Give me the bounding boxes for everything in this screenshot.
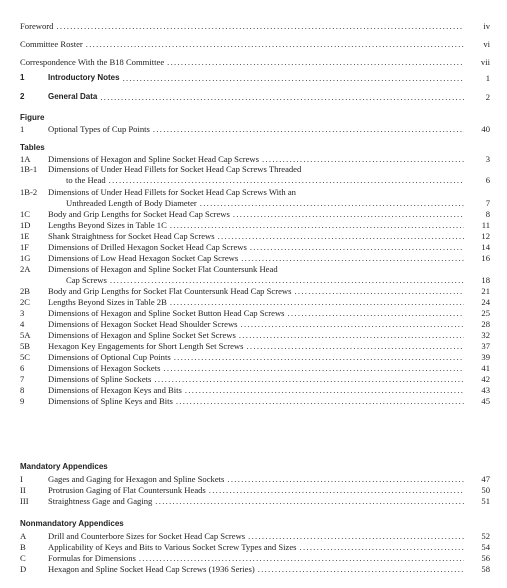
- entry-title: Dimensions of Hexagon Socket Head Shoulder Screws: [48, 319, 238, 329]
- entry-title-line: [48, 542, 464, 552]
- page-number: 21: [481, 286, 490, 296]
- entry-title: Foreword: [20, 21, 54, 31]
- entry-title-line: [48, 297, 464, 307]
- figure-heading: Figure: [20, 113, 45, 122]
- page-number: 16: [481, 253, 490, 263]
- entry-number: I: [20, 474, 23, 484]
- dot-leader: [294, 286, 464, 296]
- page-number: 42: [481, 374, 490, 384]
- mandatory-appendix-entry[interactable]: [20, 473, 490, 484]
- entry-title: Lengths Beyond Sizes in Table 2B: [48, 297, 167, 307]
- entry-number: 2A: [20, 264, 31, 274]
- page-number: 54: [481, 542, 490, 552]
- entry-title: Dimensions of Hexagon and Spline Socket Flat Countersunk Head: [48, 264, 278, 274]
- dot-leader: [174, 352, 464, 362]
- entry-title-line: [48, 485, 464, 495]
- entry-number: 1E: [20, 231, 30, 241]
- dot-leader: [86, 39, 464, 49]
- entry-title-line: [20, 57, 464, 67]
- entry-title: Hexagon and Spline Socket Head Cap Screws (1936 Series): [48, 564, 255, 574]
- entry-number: D: [20, 564, 27, 574]
- entry-title: Correspondence With the B18 Committee: [20, 57, 165, 67]
- dot-leader: [110, 275, 464, 285]
- nonmandatory-appendix-entry[interactable]: [20, 530, 490, 541]
- entry-title-line: [48, 553, 464, 563]
- page-number: 25: [481, 308, 490, 318]
- table-entry[interactable]: [20, 241, 490, 252]
- tables-heading: Tables: [20, 143, 45, 152]
- entry-title-line: [48, 352, 464, 362]
- entry-title-line: [48, 564, 464, 574]
- entry-number: 1: [20, 124, 25, 134]
- entry-title-line: [48, 124, 464, 134]
- entry-title-line: [48, 187, 464, 197]
- nonmandatory-appendix-entry[interactable]: [20, 563, 490, 574]
- entry-title-line: [48, 198, 464, 208]
- page-number: 47: [481, 474, 490, 484]
- entry-title-line: [48, 374, 464, 384]
- dot-leader: [227, 474, 464, 484]
- entry-title: Dimensions of Under Head Fillets for Socket Head Cap Screws Threaded: [48, 164, 302, 174]
- nonmandatory-appendices-heading: Nonmandatory Appendices: [20, 519, 124, 528]
- entry-number: 5B: [20, 341, 31, 351]
- entry-title: Dimensions of Spline Keys and Bits: [48, 396, 173, 406]
- entry-number: 7: [20, 374, 25, 384]
- dot-leader: [209, 485, 464, 495]
- dot-leader: [250, 242, 464, 252]
- entry-title-line: [48, 308, 464, 318]
- entry-number: 6: [20, 363, 25, 373]
- chapter-entry[interactable]: [20, 72, 490, 83]
- entry-number: 9: [20, 396, 25, 406]
- page-number: 45: [481, 396, 490, 406]
- entry-title: Dimensions of Hexagon Sockets: [48, 363, 161, 373]
- entry-number: 5A: [20, 330, 31, 340]
- entry-number: 4: [20, 319, 25, 329]
- page-number: 1: [485, 73, 490, 83]
- page-number: vii: [480, 57, 490, 67]
- page-number: 3: [485, 154, 490, 164]
- page-number: 28: [481, 319, 490, 329]
- entry-title-line: [48, 531, 464, 541]
- table-entry[interactable]: [20, 351, 490, 362]
- entry-title: Introductory Notes: [48, 73, 120, 82]
- dot-leader: [258, 564, 464, 574]
- page-number: 43: [481, 385, 490, 395]
- dot-leader: [300, 542, 464, 552]
- entry-title: Lengths Beyond Sizes in Table 1C: [48, 220, 167, 230]
- figure-entry[interactable]: [20, 123, 490, 134]
- front-matter-entry[interactable]: [20, 56, 490, 67]
- dot-leader: [154, 374, 464, 384]
- table-entry[interactable]: [20, 318, 490, 329]
- dot-leader: [248, 531, 464, 541]
- entry-number: 1B-2: [20, 187, 38, 197]
- nonmandatory-appendix-entry[interactable]: [20, 552, 490, 563]
- entry-title: Gages and Gaging for Hexagon and Spline Sockets: [48, 474, 225, 484]
- dot-leader: [241, 319, 464, 329]
- entry-title-line: [48, 231, 464, 241]
- entry-number: C: [20, 553, 26, 563]
- page-number: iv: [483, 21, 490, 31]
- table-entry[interactable]: [20, 329, 490, 340]
- page-number: 24: [481, 297, 490, 307]
- entry-title-line: [48, 164, 464, 174]
- table-entry[interactable]: [20, 208, 490, 219]
- entry-title-line: [48, 253, 464, 263]
- entry-title: Dimensions of Drilled Hexagon Socket Head Cap Screws: [48, 242, 247, 252]
- table-entry[interactable]: [20, 163, 490, 174]
- table-entry[interactable]: [20, 263, 490, 274]
- entry-title: Dimensions of Hexagon and Spline Socket Head Cap Screws: [48, 154, 259, 164]
- table-entry[interactable]: [20, 340, 490, 351]
- entry-title: Unthreaded Length of Body Diameter: [66, 198, 197, 208]
- chapter-entry[interactable]: [20, 91, 490, 102]
- table-entry[interactable]: [20, 274, 490, 285]
- entry-number: 1: [20, 73, 25, 82]
- entry-number: 1D: [20, 220, 31, 230]
- entry-title: Drill and Counterbore Sizes for Socket Head Cap Screws: [48, 531, 246, 541]
- mandatory-appendix-entry[interactable]: [20, 484, 490, 495]
- dot-leader: [170, 220, 464, 230]
- page-number: 32: [481, 330, 490, 340]
- page-number: 58: [481, 564, 490, 574]
- dot-leader: [200, 198, 464, 208]
- table-entry[interactable]: [20, 296, 490, 307]
- entry-title-line: [48, 330, 464, 340]
- dot-leader: [100, 92, 464, 102]
- page-number: vi: [483, 39, 490, 49]
- table-entry[interactable]: [20, 362, 490, 373]
- page-number: 7: [485, 198, 490, 208]
- table-entry[interactable]: [20, 219, 490, 230]
- entry-title: Dimensions of Hexagon Keys and Bits: [48, 385, 182, 395]
- entry-title: Applicability of Keys and Bits to Various Socket Screw Types and Sizes: [48, 542, 297, 552]
- entry-title-line: [48, 396, 464, 406]
- table-entry[interactable]: [20, 230, 490, 241]
- page-number: 56: [481, 553, 490, 563]
- page-number: 37: [481, 341, 490, 351]
- entry-title: Body and Grip Lengths for Socket Head Cap Screws: [48, 209, 230, 219]
- entry-number: 3: [20, 308, 25, 318]
- entry-title-line: [48, 73, 464, 83]
- entry-number: 2: [20, 92, 25, 101]
- dot-leader: [239, 330, 464, 340]
- dot-leader: [246, 341, 464, 351]
- entry-number: 1F: [20, 242, 30, 252]
- page-number: 6: [485, 175, 490, 185]
- table-entry[interactable]: [20, 252, 490, 263]
- entry-title: Body and Grip Lengths for Socket Flat Countersunk Head Cap Screws: [48, 286, 292, 296]
- entry-number: B: [20, 542, 26, 552]
- dot-leader: [153, 124, 464, 134]
- entry-number: 8: [20, 385, 25, 395]
- entry-number: 1A: [20, 154, 31, 164]
- entry-number: A: [20, 531, 27, 541]
- entry-number: II: [20, 485, 26, 495]
- entry-title-line: [48, 474, 464, 484]
- entry-title: to the Head: [66, 175, 106, 185]
- entry-title: Dimensions of Hexagon and Spline Socket Set Screws: [48, 330, 236, 340]
- mandatory-appendices-heading: Mandatory Appendices: [20, 462, 108, 471]
- table-entry[interactable]: [20, 186, 490, 197]
- dot-leader: [167, 57, 464, 67]
- entry-title-line: [48, 286, 464, 296]
- entry-title-line: [48, 363, 464, 373]
- dot-leader: [109, 175, 464, 185]
- entry-title-line: [48, 92, 464, 102]
- entry-title-line: [48, 496, 464, 506]
- entry-title-line: [48, 242, 464, 252]
- entry-title-line: [48, 220, 464, 230]
- dot-leader: [139, 553, 464, 563]
- page-number: 8: [485, 209, 490, 219]
- page-number: 14: [481, 242, 490, 252]
- entry-number: 5C: [20, 352, 31, 362]
- entry-title: Straightness Gage and Gaging: [48, 496, 153, 506]
- front-matter-entry[interactable]: [20, 38, 490, 49]
- entry-title: Hexagon Key Engagements for Short Length Set Screws: [48, 341, 244, 351]
- nonmandatory-appendix-entry[interactable]: [20, 541, 490, 552]
- dot-leader: [218, 231, 464, 241]
- page-number: 41: [481, 363, 490, 373]
- entry-title-line: [48, 319, 464, 329]
- entry-title: Committee Roster: [20, 39, 83, 49]
- entry-number: 1C: [20, 209, 31, 219]
- dot-leader: [155, 496, 464, 506]
- entry-number: 2C: [20, 297, 31, 307]
- entry-title-line: [48, 209, 464, 219]
- page-number: 51: [481, 496, 490, 506]
- table-entry[interactable]: [20, 285, 490, 296]
- entry-number: 2B: [20, 286, 31, 296]
- page-number: 52: [481, 531, 490, 541]
- entry-title: Formulas for Dimensions: [48, 553, 136, 563]
- entry-title-line: [48, 175, 464, 185]
- entry-title: Dimensions of Under Head Fillets for Socket Head Cap Screws With an: [48, 187, 296, 197]
- entry-title: Dimensions of Low Head Hexagon Socket Cap Screws: [48, 253, 239, 263]
- entry-title: Dimensions of Spline Sockets: [48, 374, 152, 384]
- entry-title-line: [48, 264, 464, 274]
- entry-number: III: [20, 496, 29, 506]
- page-number: 11: [481, 220, 490, 230]
- entry-title: Cap Screws: [66, 275, 107, 285]
- table-entry[interactable]: [20, 384, 490, 395]
- table-entry[interactable]: [20, 174, 490, 185]
- dot-leader: [170, 297, 464, 307]
- entry-title: General Data: [48, 92, 98, 101]
- page-number: 18: [481, 275, 490, 285]
- dot-leader: [163, 363, 464, 373]
- entry-title: Dimensions of Optional Cup Points: [48, 352, 171, 362]
- entry-title: Protrusion Gaging of Flat Countersunk Heads: [48, 485, 206, 495]
- mandatory-appendix-entry[interactable]: [20, 495, 490, 506]
- entry-title: Shank Straightness for Socket Head Cap Screws: [48, 231, 215, 241]
- dot-leader: [176, 396, 464, 406]
- page-number: 39: [481, 352, 490, 362]
- entry-title: Optional Types of Cup Points: [48, 124, 150, 134]
- entry-title-line: [48, 275, 464, 285]
- entry-title-line: [20, 21, 464, 31]
- entry-title-line: [20, 39, 464, 49]
- entry-number: 1G: [20, 253, 31, 263]
- dot-leader: [241, 253, 464, 263]
- table-entry[interactable]: [20, 395, 490, 406]
- page-number: 50: [481, 485, 490, 495]
- entry-title-line: [48, 385, 464, 395]
- page-number: 2: [485, 92, 490, 102]
- dot-leader: [288, 308, 464, 318]
- page-number: 40: [481, 124, 490, 134]
- table-entry[interactable]: [20, 373, 490, 384]
- dot-leader: [233, 209, 464, 219]
- front-matter-entry[interactable]: [20, 20, 490, 31]
- dot-leader: [185, 385, 464, 395]
- dot-leader: [56, 21, 464, 31]
- page-number: 12: [481, 231, 490, 241]
- table-entry[interactable]: [20, 307, 490, 318]
- entry-number: 1B-1: [20, 164, 38, 174]
- entry-title-line: [48, 341, 464, 351]
- dot-leader: [123, 73, 464, 83]
- entry-title: Dimensions of Hexagon and Spline Socket Button Head Cap Screws: [48, 308, 285, 318]
- table-entry[interactable]: [20, 197, 490, 208]
